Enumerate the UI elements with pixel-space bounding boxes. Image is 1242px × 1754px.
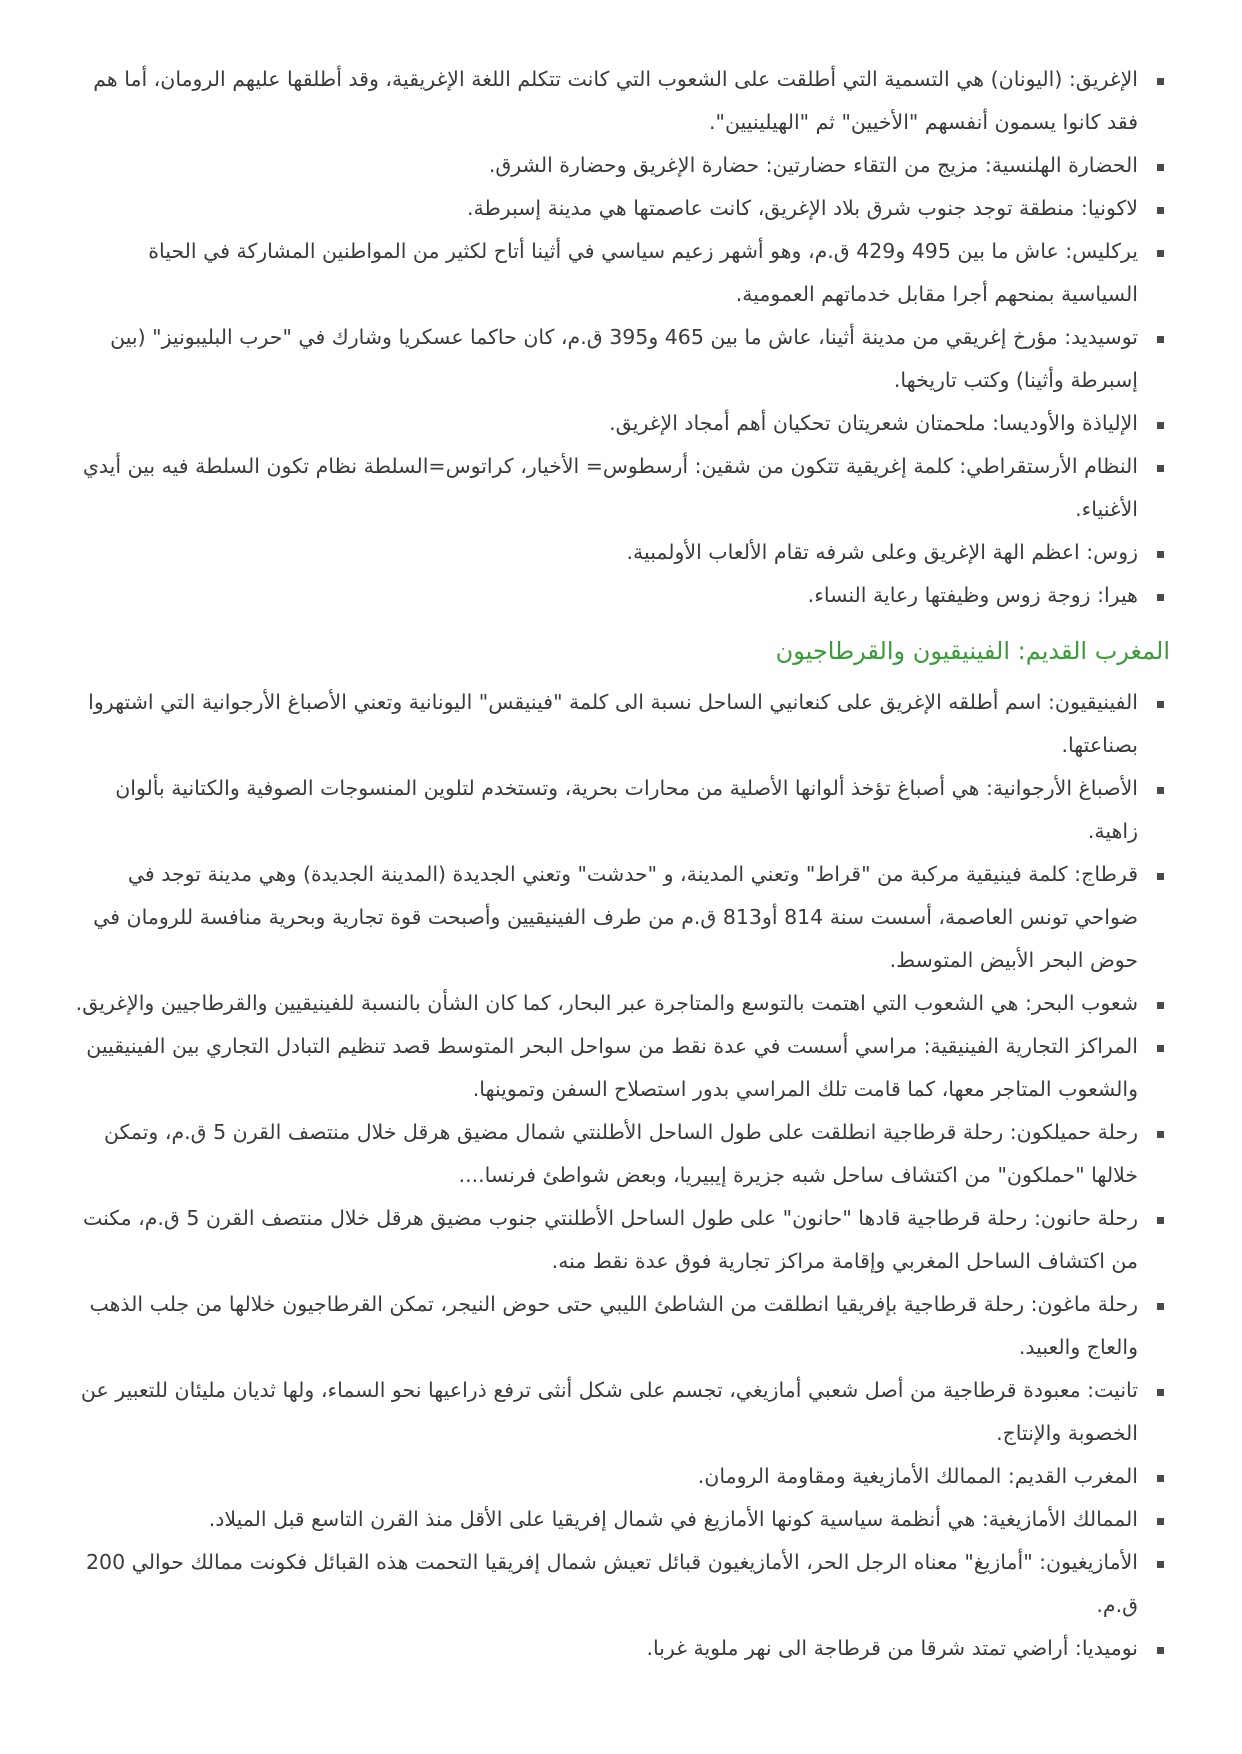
list-item: لاكونيا: منطقة توجد جنوب شرق بلاد الإغريق، كانت عاصمتها هي مدينة إسبرطة. [70, 187, 1170, 230]
list-item: توسيديد: مؤرخ إغريقي من مدينة أثينا، عاش ما بين 465 و395 ق.م، كان حاكما عسكريا وشارك في "حرب البليبونيز" (بين إسبرطة وأثينا) وكتب تاريخها. [70, 316, 1170, 402]
greeks-glossary-list [70, 58, 1170, 617]
list-item: الإلياذة والأوديسا: ملحمتان شعريتان تحكيان أهم أمجاد الإغريق. [70, 402, 1170, 445]
list-item: يركليس: عاش ما بين 495 و429 ق.م، وهو أشهر زعيم سياسي في أثينا أتاح لكثير من المواطنين المشاركة في الحياة السياسية بمنحهم أجرا مقابل خدماتهم العمومية. [70, 230, 1170, 316]
list-item: رحلة ماغون: رحلة قرطاجية بإفريقيا انطلقت من الشاطئ الليبي حتى حوض النيجر، تمكن القرطاجيون خلالها من جلب الذهب والعاج والعبيد. [70, 1283, 1170, 1369]
phoenicians-glossary-list [70, 681, 1170, 1670]
section-heading: المغرب القديم: الفينيقيون والقرطاجيون [775, 637, 1170, 665]
list-item: نوميديا: أراضي تمتد شرقا من قرطاجة الى نهر ملوية غربا. [70, 1627, 1170, 1670]
list-item: زوس: اعظم الهة الإغريق وعلى شرفه تقام الألعاب الأولمبية. [70, 531, 1170, 574]
list-item: الأصباغ الأرجوانية: هي أصباغ تؤخذ ألوانها الأصلية من محارات بحرية، وتستخدم لتلوين المنسوجات الصوفية والكتانية بألوان زاهية. [70, 767, 1170, 853]
document-page [70, 58, 1170, 1670]
list-item: الممالك الأمازيغية: هي أنظمة سياسية كونها الأمازيغ في شمال إفريقيا على الأقل منذ القرن التاسع قبل الميلاد. [70, 1498, 1170, 1541]
list-item: شعوب البحر: هي الشعوب التي اهتمت بالتوسع والمتاجرة عبر البحار، كما كان الشأن بالنسبة للفينيقيين والقرطاجيين والإغريق. [70, 982, 1170, 1025]
list-item: الفينيقيون: اسم أطلقه الإغريق على كنعانيي الساحل نسبة الى كلمة "فينيقس" اليونانية وتعني الأصباغ الأرجوانية التي اشتهروا بصناعتها. [70, 681, 1170, 767]
list-item: تانيت: معبودة قرطاجية من أصل شعبي أمازيغي، تجسم على شكل أنثى ترفع ذراعيها نحو السماء، ولها ثديان مليئان للتعبير عن الخصوبة والإنتاج. [70, 1369, 1170, 1455]
list-item: النظام الأرستقراطي: كلمة إغريقية تتكون من شقين: أرسطوس= الأخيار، كراتوس=السلطة نظام تكون السلطة فيه بين أيدي الأغنياء. [70, 445, 1170, 531]
list-item: رحلة حانون: رحلة قرطاجية قادها "حانون" على طول الساحل الأطلنتي جنوب مضيق هرقل خلال منتصف القرن 5 ق.م، مكنت من اكتشاف الساحل المغربي وإقامة مراكز تجارية فوق عدة نقط منه. [70, 1197, 1170, 1283]
list-item: الأمازيغيون: "أمازيغ" معناه الرجل الحر، الأمازيغيون قبائل تعيش شمال إفريقيا التحمت هذه القبائل فكونت ممالك حوالي 200 ق.م. [70, 1541, 1170, 1627]
list-item: المراكز التجارية الفينيقية: مراسي أسست في عدة نقط من سواحل البحر المتوسط قصد تنظيم التبادل التجاري بين الفينيقيين والشعوب المتاجر معها، كما قامت تلك المراسي بدور استصلاح السفن وتموينها. [70, 1025, 1170, 1111]
list-item: المغرب القديم: الممالك الأمازيغية ومقاومة الرومان. [70, 1455, 1170, 1498]
list-item: الحضارة الهلنسية: مزيج من التقاء حضارتين: حضارة الإغريق وحضارة الشرق. [70, 144, 1170, 187]
list-item: هيرا: زوجة زوس وظيفتها رعاية النساء. [70, 574, 1170, 617]
list-item: قرطاج: كلمة فينيقية مركبة من "قراط" وتعني المدينة، و "حدشت" وتعني الجديدة (المدينة الجديدة) وهي مدينة توجد في ضواحي تونس العاصمة، أسست سنة 814 أو813 ق.م من طرف الفينيقيين وأصبحت قوة تجارية وبحرية منافسة للرومان في حوض البحر الأبيض المتوسط. [70, 853, 1170, 982]
list-item: الإغريق: (اليونان) هي التسمية التي أطلقت على الشعوب التي كانت تتكلم اللغة الإغريقية، وقد أطلقها عليهم الرومان، أما هم فقد كانوا يسمون أنفسهم "الأخيين" ثم "الهيلينيين". [70, 58, 1170, 144]
list-item: رحلة حميلكون: رحلة قرطاجية انطلقت على طول الساحل الأطلنتي شمال مضيق هرقل خلال منتصف القرن 5 ق.م، وتمكن خلالها "حملكون" من اكتشاف ساحل شبه جزيرة إيبيريا، وبعض شواطئ فرنسا.... [70, 1111, 1170, 1197]
